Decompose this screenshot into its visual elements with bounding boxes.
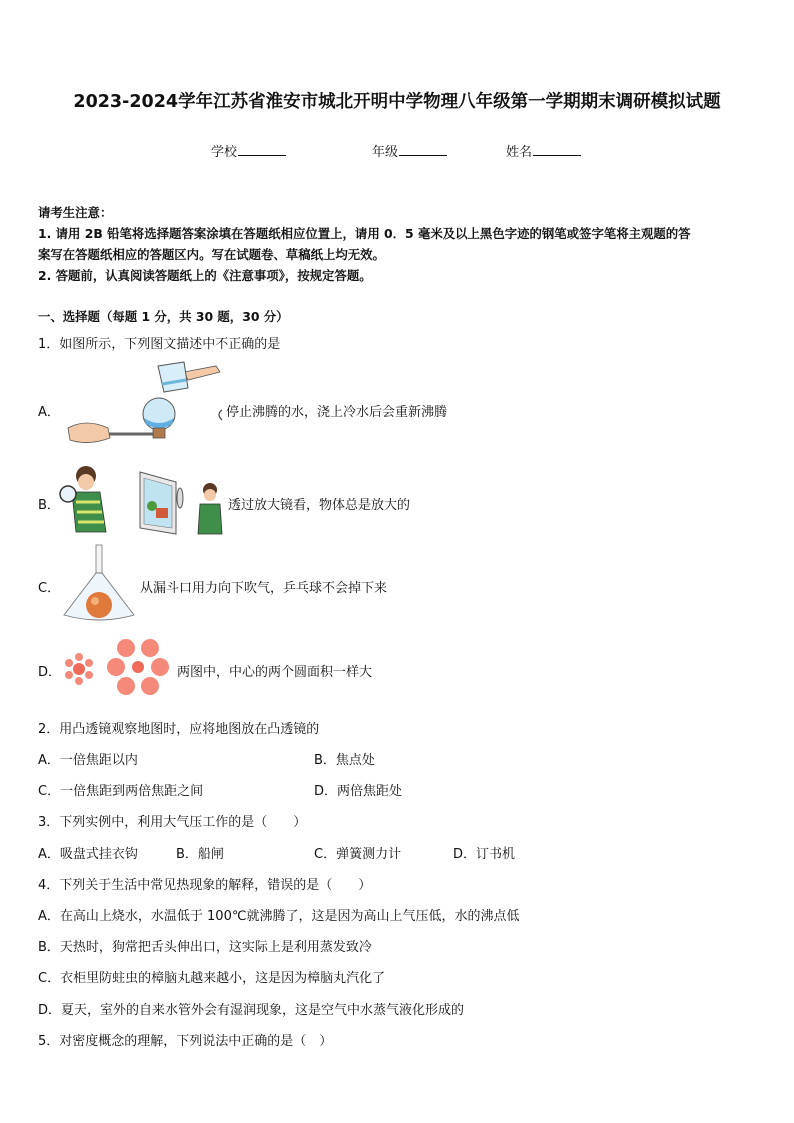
q1-d-text: 两图中，中心的两个圆面积一样大 bbox=[177, 665, 373, 680]
q3-option-d: D．订书机 bbox=[453, 847, 516, 862]
q2-stem: 2．用凸透镜观察地图时，应将地图放在凸透镜的 bbox=[38, 722, 320, 737]
name-label: 姓名 bbox=[506, 145, 533, 160]
q1-stem: 1．如图所示，下列图文描述中不正确的是 bbox=[38, 337, 281, 352]
q4-option-c: C．衣柜里防蛀虫的樟脑丸越来越小，这是因为樟脑丸汽化了 bbox=[38, 971, 386, 986]
page-title: 2023-2024学年江苏省淮安市城北开明中学物理八年级第一学期期末调研模拟试题 bbox=[73, 92, 721, 112]
circles-illustration bbox=[64, 636, 176, 698]
school-field bbox=[211, 141, 286, 160]
notice-line-1b: 案写在答题纸相应的答题区内。写在试题卷、草稿纸上均无效。 bbox=[38, 247, 385, 262]
q2-option-d: D．两倍焦距处 bbox=[314, 784, 403, 799]
q1-a-text: 停止沸腾的水，浇上冷水后会重新沸腾 bbox=[226, 405, 448, 420]
q2-option-a: A．一倍焦距以内 bbox=[38, 753, 138, 768]
q4-option-a: A．在高山上烧水，水温低于 100℃就沸腾了，这是因为高山上气压低，水的沸点低 bbox=[38, 909, 520, 924]
grade-blank[interactable] bbox=[399, 143, 447, 156]
q1-b-text: 透过放大镜看，物体总是放大的 bbox=[228, 498, 411, 513]
q1-d-label: D． bbox=[38, 665, 62, 680]
q4-stem: 4．下列关于生活中常见热现象的解释，错误的是（ ） bbox=[38, 878, 372, 893]
q4-option-d: D．夏天，室外的自来水管外会有湿润现象，这是空气中水蒸气液化形成的 bbox=[38, 1003, 465, 1018]
notice-line-2: 2. 答题前，认真阅读答题纸上的《注意事项》，按规定答题。 bbox=[38, 268, 372, 283]
school-label: 学校 bbox=[211, 145, 238, 160]
grade-field bbox=[372, 141, 447, 160]
magnifier-illustration bbox=[56, 462, 228, 542]
grade-label: 年级 bbox=[372, 145, 399, 160]
q5-stem: 5．对密度概念的理解，下列说法中正确的是（ ） bbox=[38, 1034, 333, 1049]
q1-a-label: A． bbox=[38, 405, 60, 420]
funnel-illustration bbox=[62, 545, 142, 625]
section-heading: 一、选择题（每题 1 分，共 30 题，30 分） bbox=[38, 309, 289, 324]
q1-c-label: C． bbox=[38, 581, 61, 596]
notice-line-1a: 1. 请用 2B 铅笔将选择题答案涂填在答题纸相应位置上，请用 0．5 毫米及以上黑色字迹的钢笔或签字笔将主观题的答 bbox=[38, 226, 691, 241]
name-blank[interactable] bbox=[533, 143, 581, 156]
q3-option-a: A．吸盘式挂衣钩 bbox=[38, 847, 138, 862]
q1-b-label: B． bbox=[38, 498, 60, 513]
q2-option-b: B．焦点处 bbox=[314, 753, 375, 768]
q3-option-b: B．船闸 bbox=[176, 847, 224, 862]
notice-heading: 请考生注意： bbox=[38, 205, 113, 220]
q3-option-c: C．弹簧测力计 bbox=[314, 847, 402, 862]
q3-stem: 3．下列实例中，利用大气压工作的是（ ） bbox=[38, 815, 307, 830]
q2-option-c: C．一倍焦距到两倍焦距之间 bbox=[38, 784, 204, 799]
name-field bbox=[506, 141, 581, 160]
q4-option-b: B．天热时，狗常把舌头伸出口，这实际上是利用蒸发致冷 bbox=[38, 940, 372, 955]
school-blank[interactable] bbox=[238, 143, 286, 156]
q1-c-text: 从漏斗口用力向下吹气，乒乓球不会掉下来 bbox=[140, 581, 388, 596]
flask-illustration bbox=[66, 358, 226, 450]
